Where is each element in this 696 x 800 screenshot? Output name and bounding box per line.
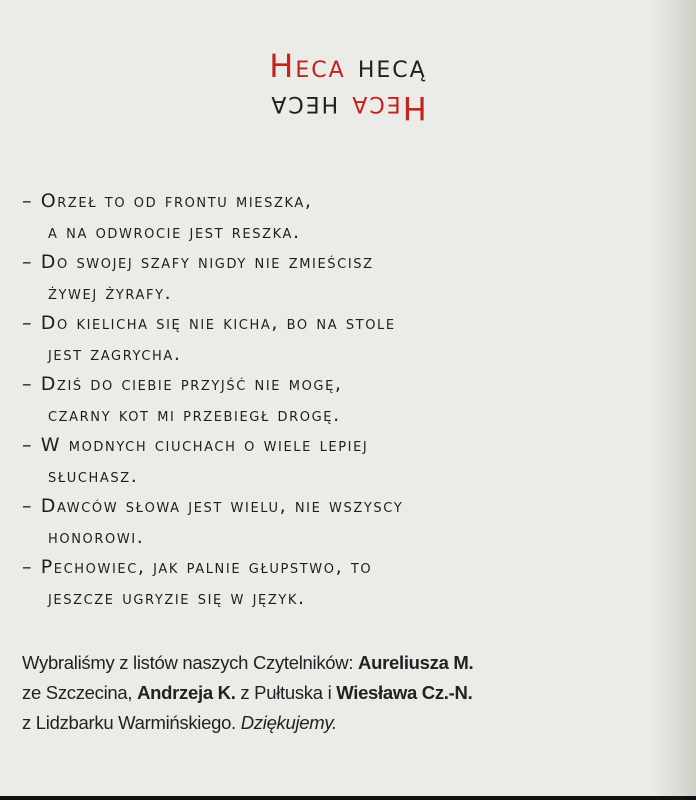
- quote-line: – Do swojej szafy nigdy nie zmieścisz: [22, 251, 374, 273]
- quote-item: [22, 430, 642, 491]
- quote-line: a na odwrocie jest reszka.: [48, 220, 301, 243]
- flipped-title-word-red: Heca: [350, 89, 427, 127]
- reader-origin: z Lidzbarku Warmińskiego.: [22, 712, 241, 733]
- reader-name: Wiesława Cz.-N.: [336, 682, 473, 703]
- quote-item: [22, 369, 642, 430]
- quote-item: [22, 308, 642, 369]
- quote-line: – Dawców słowa jest wielu, nie wszyscy: [22, 495, 404, 517]
- reader-origin: ze Szczecina,: [22, 682, 138, 703]
- quote-item: [22, 247, 642, 308]
- quote-line: – W modnych ciuchach o wiele lepiej: [22, 434, 369, 456]
- quote-item: [22, 552, 642, 613]
- title-word-dark: hecą: [357, 47, 427, 85]
- quote-line: czarny kot mi przebiegł drogę.: [48, 403, 341, 426]
- quote-line: honorowi.: [48, 525, 145, 548]
- thanks-text: Dziękujemy.: [240, 712, 337, 733]
- quote-line: – Pechowiec, jak palnie głupstwo, to: [22, 556, 373, 578]
- flipped-title-word-dark: heca: [269, 89, 339, 127]
- title-word-red: Heca: [269, 47, 346, 85]
- quote-line: – Orzeł to od frontu mieszka,: [22, 190, 313, 212]
- quote-line: – Dziś do ciebie przyjść nie mogę,: [22, 373, 343, 395]
- page-title: [0, 48, 696, 84]
- page-title-flipped: [0, 90, 696, 126]
- reader-origin: z Pułtuska i: [235, 682, 337, 703]
- reader-name: Andrzeja K.: [137, 682, 236, 703]
- reader-name: Aureliusza M.: [358, 652, 474, 673]
- quote-line: jeszcze ugryzie się w język.: [48, 586, 306, 609]
- credits-intro: Wybraliśmy z listów naszych Czytelników:: [22, 652, 359, 673]
- quote-line: jest zagrycha.: [48, 342, 182, 365]
- quote-item: [22, 491, 642, 552]
- quote-line: słuchasz.: [48, 464, 139, 487]
- quote-line: – Do kielicha się nie kicha, bo na stole: [22, 312, 396, 334]
- quotes-list: [22, 186, 642, 613]
- quote-item: [22, 186, 642, 247]
- credits-paragraph: [22, 648, 652, 738]
- bottom-border: [0, 796, 696, 800]
- quote-line: żywej żyrafy.: [48, 281, 173, 304]
